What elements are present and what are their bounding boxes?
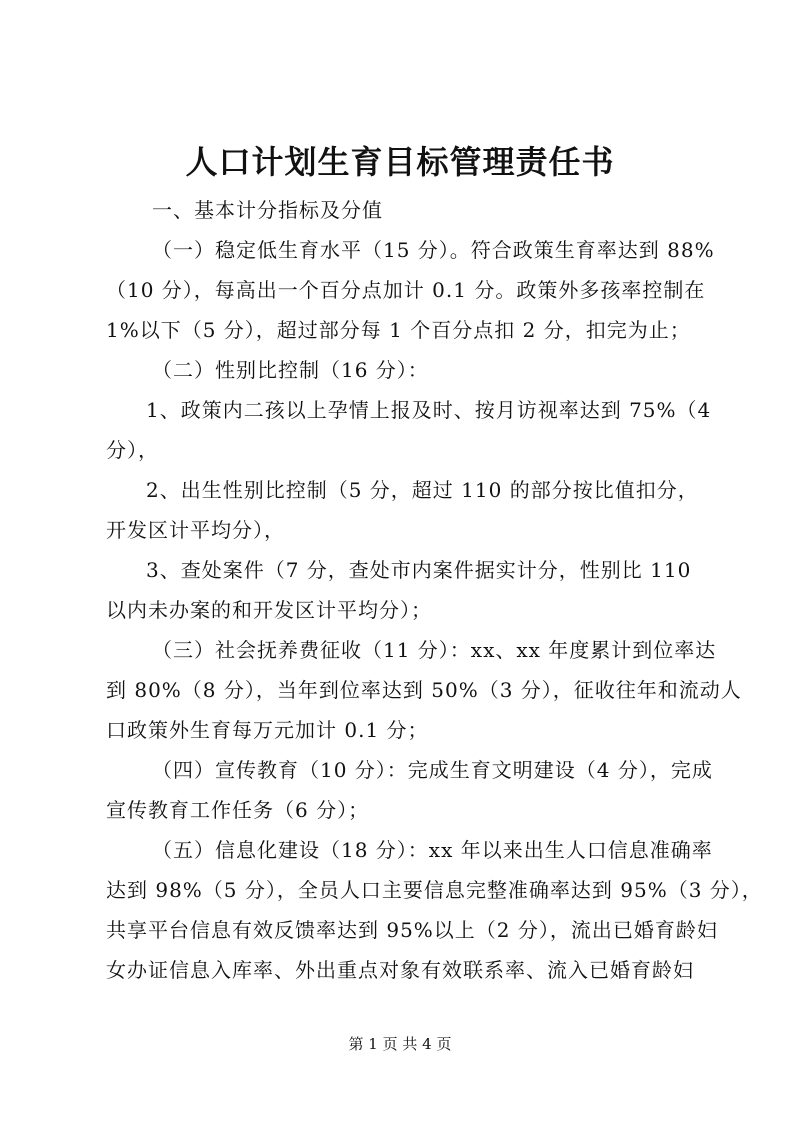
paragraph-line: 2、出生性别比控制（5 分，超过 110 的部分按比值扣分，	[146, 478, 699, 502]
paragraph-line: 3、查处案件（7 分，查处市内案件据实计分，性别比 110	[146, 558, 692, 582]
paragraph-line: 1、政策内二孩以上孕情上报及时、按月访视率达到 75%（4	[146, 398, 712, 422]
paragraph-line: 达到 98%（5 分），全员人口主要信息完整准确率达到 95%（3 分），	[106, 878, 763, 902]
paragraph-line: （三）社会抚养费征收（11 分）：xx、xx 年度累计到位率达	[152, 638, 717, 662]
paragraph-line: 分），	[106, 438, 159, 462]
paragraph-line: 口政策外生育每万元加计 0.1 分；	[106, 718, 429, 742]
paragraph-line: 1%以下（5 分），超过部分每 1 个百分点扣 2 分，扣完为止；	[106, 318, 691, 342]
paragraph-line: （二）性别比控制（16 分）：	[152, 358, 429, 382]
paragraph-line: 共享平台信息有效反馈率达到 95%以上（2 分），流出已婚育龄妇	[106, 918, 718, 942]
paragraph-line: 女办证信息入库率、外出重点对象有效联系率、流入已婚育龄妇	[106, 958, 694, 982]
paragraph-line: （10 分），每高出一个百分点加计 0.1 分。政策外多孩率控制在	[106, 278, 706, 302]
paragraph-line: （五）信息化建设（18 分）：xx 年以来出生人口信息准确率	[152, 838, 713, 862]
page-footer: 第 1 页 共 4 页	[348, 1035, 452, 1053]
paragraph-line: （四）宣传教育（10 分）：完成生育文明建设（4 分），完成	[152, 758, 713, 782]
section-heading: 一、基本计分指标及分值	[152, 198, 383, 222]
paragraph-line: 开发区计平均分），	[106, 518, 285, 542]
paragraph-line: 以内未办案的和开发区计平均分）；	[106, 598, 432, 622]
paragraph-line: 到 80%（8 分），当年到位率达到 50%（3 分），征收往年和流动人	[106, 678, 742, 702]
paragraph-line: （一）稳定低生育水平（15 分）。符合政策生育率达到 88%	[152, 238, 715, 262]
document-title: 人口计划生育目标管理责任书	[185, 143, 615, 181]
paragraph-line: 宣传教育工作任务（6 分）；	[106, 798, 370, 822]
